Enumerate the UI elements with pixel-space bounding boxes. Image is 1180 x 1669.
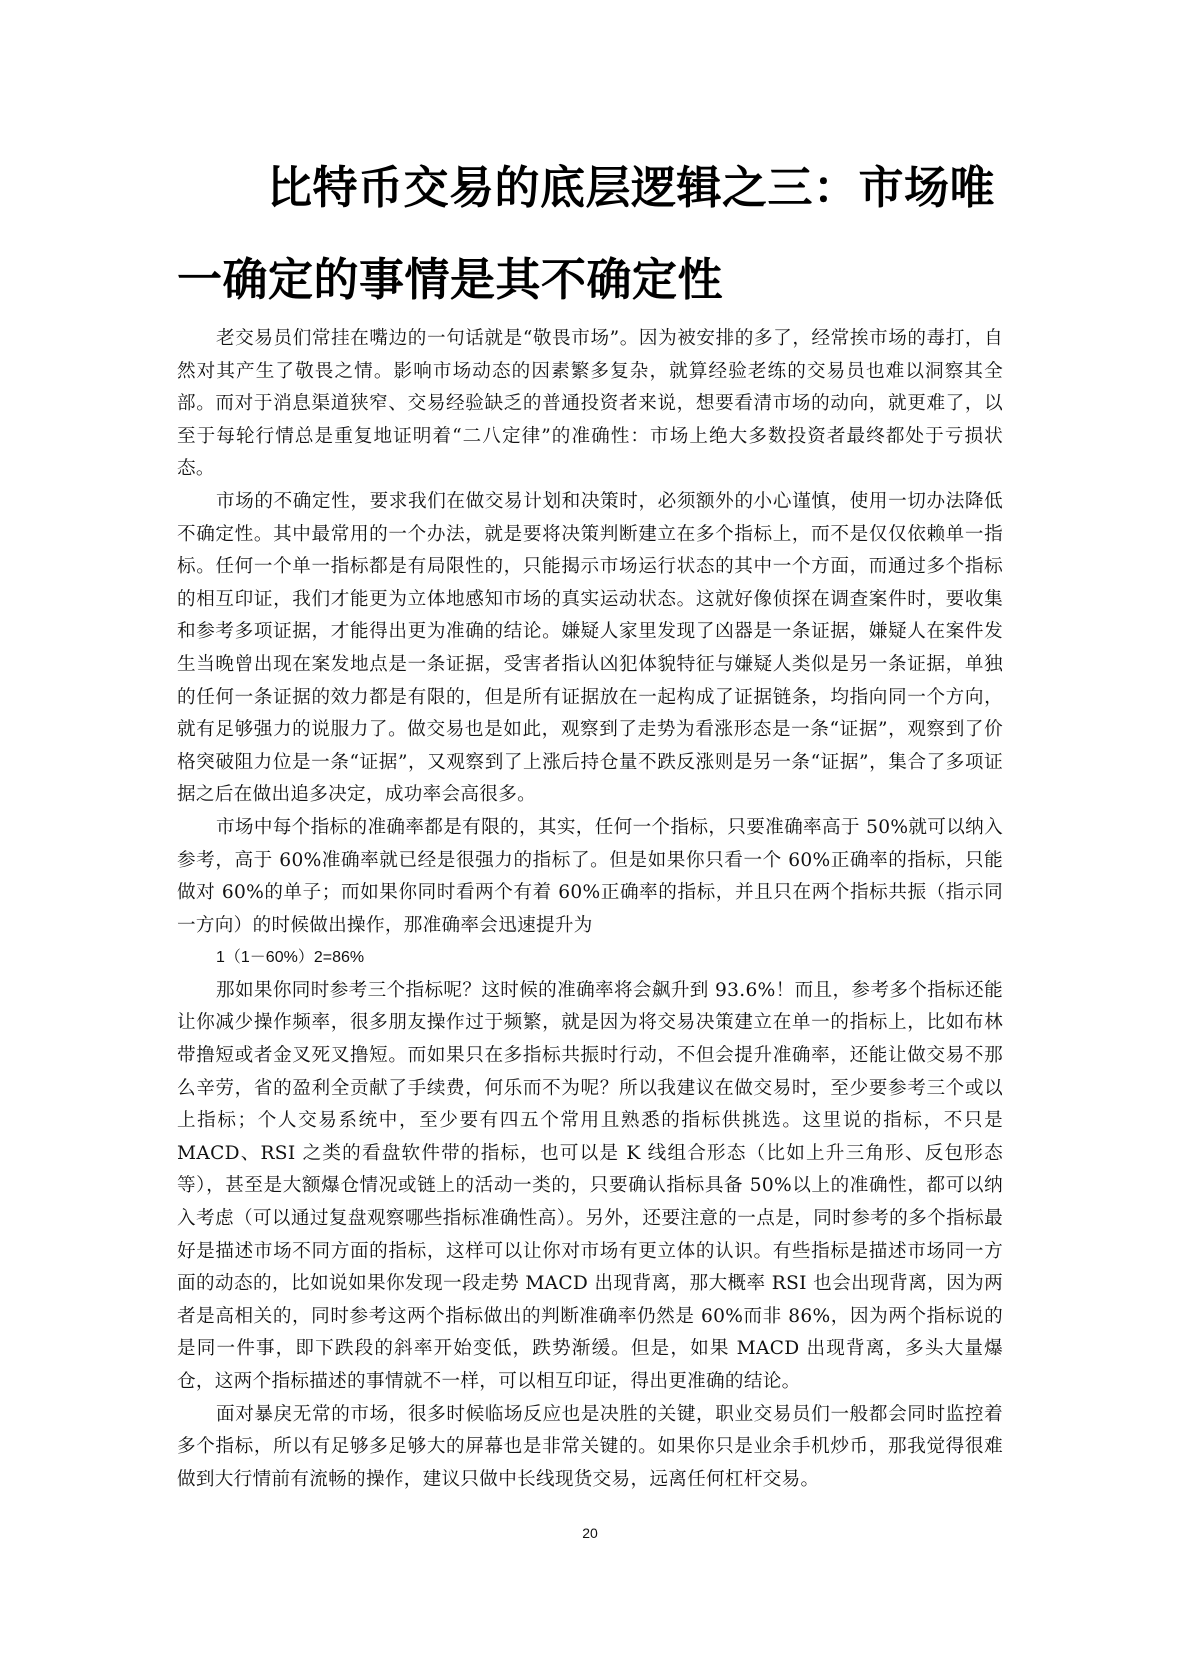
paragraph-3: 市场中每个指标的准确率都是有限的，其实，任何一个指标，只要准确率高于 50%就可以纳入参考，高于 60%准确率就已经是很强力的指标了。但是如果你只看一个 60%正确率的指标，只能做对 60%的单子；而如果你同时看两个有着 60%正确率的指标，并且只在两个指标共振（指示同一方向）的时候做出操作，那准确率会迅速提升为 — [177, 816, 1003, 936]
page-number: 20 — [582, 1525, 598, 1541]
page-title: 比特币交易的底层逻辑之三：市场唯一确定的事情是其不确定性 — [177, 161, 996, 306]
paragraph-5: 面对暴戾无常的市场，很多时候临场反应也是决胜的关键，职业交易员们一般都会同时监控着多个指标，所以有足够多足够大的屏幕也是非常关键的。如果你只是业余手机炒币，那我觉得很难做到大行情前有流畅的操作，建议只做中长线现货交易，远离任何杠杆交易。 — [177, 1403, 1003, 1490]
formula-line: 1（1－60%）2=86% — [216, 949, 365, 967]
paragraph-2: 市场的不确定性，要求我们在做交易计划和决策时，必须额外的小心谨慎，使用一切办法降低不确定性。其中最常用的一个办法，就是要将决策判断建立在多个指标上，而不是仅仅依赖单一指标。任何一个单一指标都是有局限性的，只能揭示市场运行状态的其中一个方面，而通过多个指标的相互印证，我们才能更为立体地感知市场的真实运动状态。这就好像侦探在调查案件时，要收集和参考多项证据，才能得出更为准确的结论。嫌疑人家里发现了凶器是一条证据，嫌疑人在案件发生当晚曾出现在案发地点是一条证据，受害者指认凶犯体貌特征与嫌疑人类似是另一条证据，单独的任何一条证据的效力都是有限的，但是所有证据放在一起构成了证据链条，均指向同一个方向，就有足够强力的说服力了。做交易也是如此，观察到了走势为看涨形态是一条“证据”，观察到了价格突破阻力位是一条“证据”，又观察到了上涨后持仓量不跌反涨则是另一条“证据”，集合了多项证据之后在做出追多决定，成功率会高很多。 — [177, 490, 1003, 806]
paragraph-4: 那如果你同时参考三个指标呢？这时候的准确率将会飙升到 93.6%！而且，参考多个指标还能让你减少操作频率，很多朋友操作过于频繁，就是因为将交易决策建立在单一的指标上，比如布林带撸短或者金叉死叉撸短。而如果只在多指标共振时行动，不但会提升准确率，还能让做交易不那么辛劳，省的盈利全贡献了手续费，何乐而不为呢？所以我建议在做交易时，至少要参考三个或以上指标；个人交易系统中，至少要有四五个常用且熟悉的指标供挑选。这里说的指标，不只是 MACD、RSI 之类的看盘软件带的指标，也可以是 K 线组合形态（比如上升三角形、反包形态等），甚至是大额爆仓情况或链上的活动一类的，只要确认指标具备 50%以上的准确性，都可以纳入考虑（可以通过复盘观察哪些指标准确性高）。另外，还要注意的一点是，同时参考的多个指标最好是描述市场不同方面的指标，这样可以让你对市场有更立体的认识。有些指标是描述市场同一方面的动态的，比如说如果你发现一段走势 MACD 出现背离，那大概率 RSI 也会出现背离，因为两者是高相关的，同时参考这两个指标做出的判断准确率仍然是 60%而非 86%，因为两个指标说的是同一件事，即下跌段的斜率开始变低，跌势渐缓。但是，如果 MACD 出现背离，多头大量爆仓，这两个指标描述的事情就不一样，可以相互印证，得出更准确的结论。 — [177, 979, 1003, 1392]
paragraph-1: 老交易员们常挂在嘴边的一句话就是“敬畏市场”。因为被安排的多了，经常挨市场的毒打，自然对其产生了敬畏之情。影响市场动态的因素繁多复杂，就算经验老练的交易员也难以洞察其全部。而对于消息渠道狭窄、交易经验缺乏的普通投资者来说，想要看清市场的动向，就更难了，以至于每轮行情总是重复地证明着“二八定律”的准确性：市场上绝大多数投资者最终都处于亏损状态。 — [177, 328, 1003, 480]
article-body — [177, 323, 1003, 1496]
